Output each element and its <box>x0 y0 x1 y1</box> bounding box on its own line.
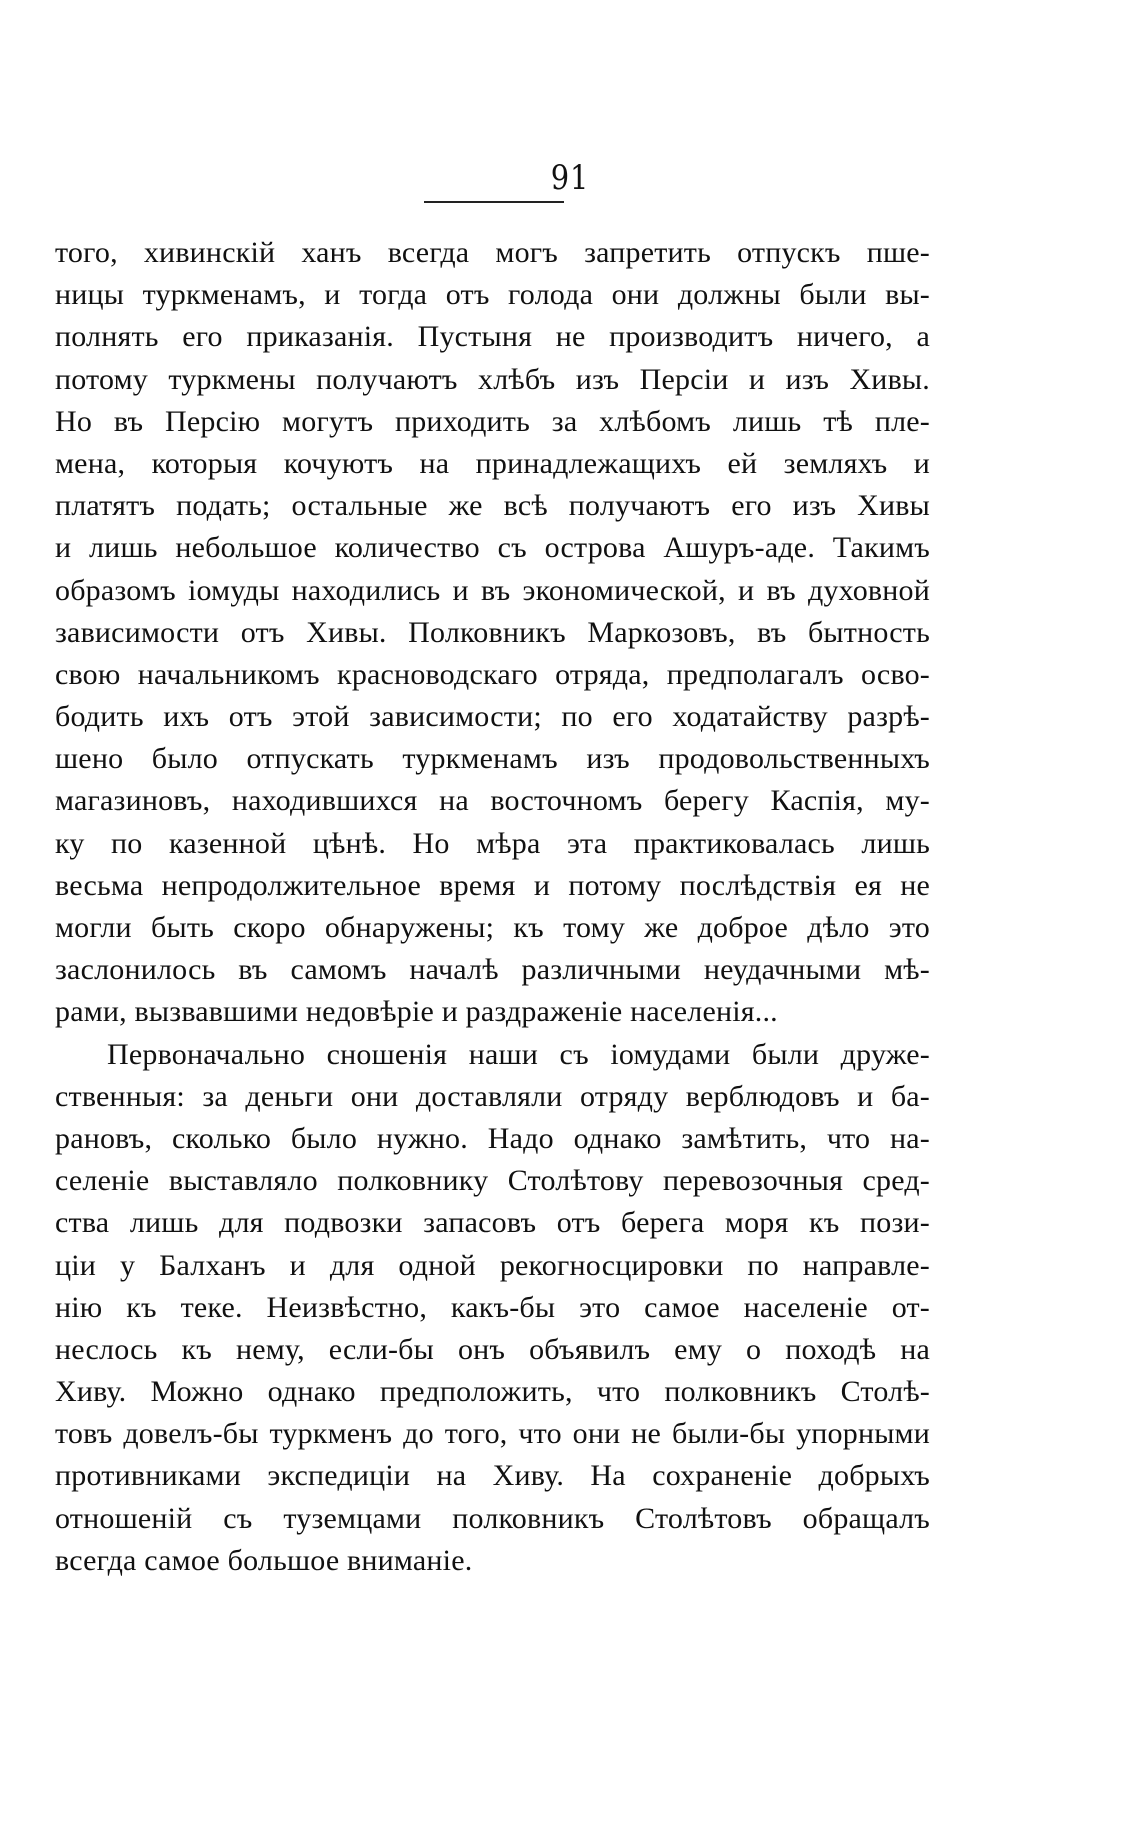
paragraph-2 <box>55 1034 930 1582</box>
text-line: товъ довелъ-бы туркменъ до того, что они не были-бы упорными <box>55 1417 930 1451</box>
text-line: магазиновъ, находившихся на восточномъ берегу Каспія, му- <box>55 784 930 818</box>
text-line: неслось къ нему, если-бы онъ объявилъ ему о походѣ на <box>55 1332 930 1366</box>
text-line: рами, вызвавшими недовѣріе и раздраженіе населенія... <box>55 995 778 1029</box>
text-line: ціи у Балханъ и для одной рекогносцировки по направле- <box>55 1248 930 1282</box>
text-line: нію къ теке. Неизвѣстно, какъ-бы это самое населеніе от- <box>55 1290 930 1324</box>
text-line: ку по казенной цѣнѣ. Но мѣра эта практиковалась лишь <box>55 826 930 860</box>
text-line: противниками экспедиціи на Хиву. На сохраненіе добрыхъ <box>55 1459 930 1493</box>
text-line: платятъ подать; остальные же всѣ получаютъ его изъ Хивы <box>55 489 930 523</box>
body-text <box>55 232 930 1582</box>
text-line: Первоначально сношенія наши съ іомудами были друже- <box>107 1037 930 1071</box>
text-line: ницы туркменамъ, и тогда отъ голода они должны были вы- <box>55 278 930 312</box>
text-line: бодить ихъ отъ этой зависимости; по его ходатайству разрѣ- <box>55 700 930 734</box>
text-line: Но въ Персію могутъ приходить за хлѣбомъ лишь тѣ пле- <box>55 404 930 438</box>
page-number-rule <box>424 201 564 203</box>
text-line: ства лишь для подвозки запасовъ отъ берега моря къ пози- <box>55 1206 930 1240</box>
text-line: шено было отпускать туркменамъ изъ продовольственныхъ <box>55 742 930 776</box>
text-line: селеніе выставляло полковнику Столѣтову перевозочныя сред- <box>55 1164 930 1198</box>
text-line: полнять его приказанія. Пустыня не производитъ ничего, а <box>55 320 930 354</box>
text-line: могли быть скоро обнаружены; къ тому же доброе дѣло это <box>55 911 930 944</box>
text-line: зависимости отъ Хивы. Полковникъ Маркозовъ, въ бытность <box>55 615 930 649</box>
text-line: всегда самое большое вниманіе. <box>55 1543 473 1577</box>
text-line: и лишь небольшое количество съ острова Ашуръ-аде. Такимъ <box>55 531 930 565</box>
text-line: мена, которыя кочуютъ на принадлежащихъ ей земляхъ и <box>55 446 930 480</box>
text-line: потому туркмены получаютъ хлѣбъ изъ Персіи и изъ Хивы. <box>55 362 930 396</box>
text-line: свою начальникомъ красноводскаго отряда, предполагалъ осво- <box>55 657 930 691</box>
text-line: Хиву. Можно однако предположить, что полковникъ Столѣ- <box>55 1375 930 1409</box>
paragraph-1 <box>55 232 930 1034</box>
text-line: ственныя: за деньги они доставляли отряду верблюдовъ и ба- <box>55 1079 930 1113</box>
text-line: того, хивинскій ханъ всегда могъ запретить отпускъ пше- <box>55 236 930 269</box>
page-number: 91 <box>550 158 590 198</box>
text-line: заслонилось въ самомъ началѣ различными неудачными мѣ- <box>55 953 930 987</box>
text-line: образомъ іомуды находились и въ экономической, и въ духовной <box>55 573 930 607</box>
text-line: рановъ, сколько было нужно. Надо однако замѣтить, что на- <box>55 1121 930 1155</box>
text-line: весьма непродолжительное время и потому послѣдствія ея не <box>55 868 930 902</box>
text-line: отношеній съ туземцами полковникъ Столѣтовъ обращалъ <box>55 1501 930 1535</box>
